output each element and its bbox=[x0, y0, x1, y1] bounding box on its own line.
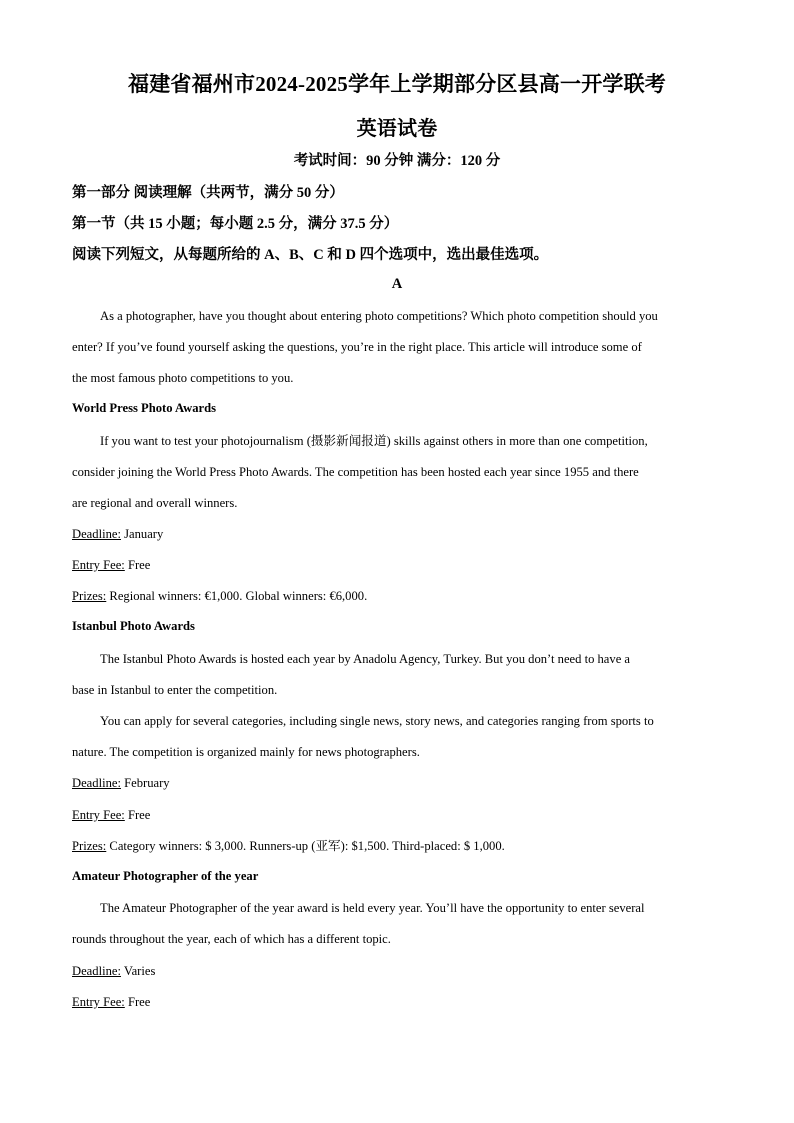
entry-fee-label: Entry Fee: bbox=[72, 995, 125, 1009]
entry-fee-value: Free bbox=[124, 995, 151, 1009]
amateur-fee bbox=[72, 994, 150, 1010]
istanbul-prizes bbox=[72, 838, 505, 854]
prizes-label: Prizes: bbox=[72, 589, 107, 603]
deadline-label: Deadline: bbox=[72, 776, 121, 790]
deadline-value: January bbox=[120, 527, 164, 541]
entry-fee-value: Free bbox=[124, 808, 151, 822]
section-heading: 第一节（共 15 小题；每小题 2.5 分，满分 37.5 分） bbox=[72, 216, 399, 232]
istanbul-heading: Istanbul Photo Awards bbox=[72, 619, 195, 633]
world-press-deadline bbox=[72, 526, 163, 542]
istanbul-line: The Istanbul Photo Awards is hosted each year by Anadolu Agency, Turkey. But you don’t need to have a bbox=[100, 652, 631, 666]
entry-fee-label: Entry Fee: bbox=[72, 808, 125, 822]
deadline-label: Deadline: bbox=[72, 527, 121, 541]
reading-directive: 阅读下列短文，从每题所给的 A、B、C 和 D 四个选项中，选出最佳选项。 bbox=[72, 247, 549, 263]
exam-info: 考试时间：90 分钟 满分：120 分 bbox=[293, 153, 501, 169]
amateur-heading: Amateur Photographer of the year bbox=[72, 869, 259, 883]
world-press-fee bbox=[72, 557, 150, 573]
part-heading: 第一部分 阅读理解（共两节，满分 50 分） bbox=[72, 185, 344, 201]
istanbul-line: nature. The competition is organized mainly for news photographers. bbox=[72, 745, 420, 759]
amateur-line: rounds throughout the year, each of which has a different topic. bbox=[72, 932, 391, 946]
istanbul-line: You can apply for several categories, including single news, story news, and categories ranging from sports to bbox=[100, 714, 654, 728]
amateur-deadline bbox=[72, 963, 155, 979]
world-press-line: If you want to test your photojournalism (摄影新闻报道) skills against others in more than one competition, bbox=[100, 434, 648, 448]
prizes-value: Category winners: $ 3,000. Runners-up (亚军): $1,500. Third-placed: $ 1,000. bbox=[106, 839, 505, 853]
exam-title: 福建省福州市2024-2025学年上学期部分区县高一开学联考 bbox=[128, 72, 666, 96]
amateur-line: The Amateur Photographer of the year award is held every year. You’ll have the opportunity to enter several bbox=[100, 901, 645, 915]
world-press-line: consider joining the World Press Photo Awards. The competition has been hosted each year since 1955 and there bbox=[72, 465, 639, 479]
world-press-line: are regional and overall winners. bbox=[72, 496, 238, 510]
entry-fee-label: Entry Fee: bbox=[72, 558, 125, 572]
entry-fee-value: Free bbox=[124, 558, 151, 572]
prizes-value: Regional winners: €1,000. Global winners: €6,000. bbox=[106, 589, 368, 603]
istanbul-fee bbox=[72, 807, 150, 823]
intro-line: As a photographer, have you thought about entering photo competitions? Which photo competition should you bbox=[100, 309, 658, 323]
intro-line: the most famous photo competitions to you. bbox=[72, 371, 294, 385]
deadline-label: Deadline: bbox=[72, 964, 121, 978]
deadline-value: February bbox=[120, 776, 170, 790]
world-press-prizes bbox=[72, 588, 367, 604]
passage-label: A bbox=[391, 276, 403, 292]
intro-line: enter? If you’ve found yourself asking the questions, you’re in the right place. This article will introduce some of bbox=[72, 340, 642, 354]
deadline-value: Varies bbox=[120, 964, 156, 978]
world-press-heading: World Press Photo Awards bbox=[72, 401, 217, 415]
istanbul-line: base in Istanbul to enter the competition. bbox=[72, 683, 278, 697]
exam-subtitle: 英语试卷 bbox=[356, 118, 438, 140]
istanbul-deadline bbox=[72, 775, 170, 791]
prizes-label: Prizes: bbox=[72, 839, 107, 853]
